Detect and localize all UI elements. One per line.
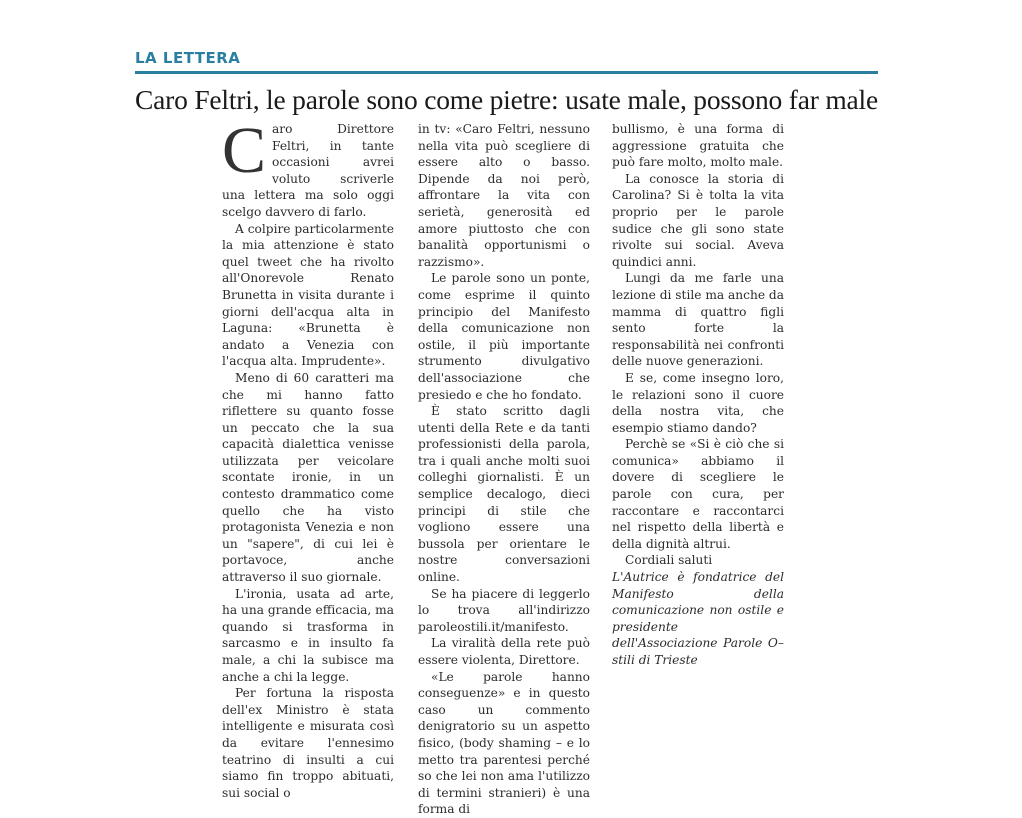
article-column-3 — [612, 121, 784, 721]
article-column-1 — [222, 114, 394, 800]
paragraph: Se ha piacere di leggerlo lo trova all'indirizzo paroleostili.it/manifesto. — [418, 586, 590, 634]
paragraph: È stato scritto dagli utenti della Rete e da tanti professionisti della parola, tra i quali anche molti suoi colleghi giornalisti. È un semplice decalogo, dieci principi di stile che vogliono essere una bussola per orientare le nostre conversazioni online. — [418, 404, 590, 585]
paragraph: L'ironia, usata ad arte, ha una grande efficacia, ma quando si trasforma in sarcasmo e in insulto fa male, a chi la subisce ma anche a chi la legge. — [222, 586, 394, 684]
paragraph: La conosce la storia di Carolina? Si è tolta la vita proprio per le parole sudice che gli sono state rivolte sui social. Aveva quindici anni. — [612, 171, 784, 269]
paragraph: «Le parole hanno conseguenze» e in questo caso un commento denigratorio su un aspetto fisico, (body shaming – e lo metto tra parentesi perché so che lei non ama l'utilizzo di termini stranieri) è una forma di — [418, 669, 590, 817]
author-note: L'Autrice è fondatrice del Manifesto della comunicazione non ostile e presidente dell'Associazione Parole O–stili di Trieste — [612, 570, 784, 667]
paragraph: Lungi da me farle una lezione di stile ma anche da mamma di quattro figli sento forte la responsabilità nei confronti delle nuove generazioni. — [612, 271, 784, 369]
paragraph: Perchè se «Si è ciò che si comunica» abbiamo il dovere di scegliere le parole con cura, per raccontare e raccontarci nel rispetto della libertà e della dignità altrui. — [612, 437, 784, 551]
section-label: LA LETTERA — [135, 49, 241, 67]
paragraph: bullismo, è una forma di aggressione gratuita che può fare molto, molto male. — [612, 122, 784, 170]
article-column-2 — [418, 121, 590, 817]
paragraph: Per fortuna la risposta dell'ex Ministro è stata intelligente e misurata così da evitare l'ennesimo teatrino di insulti a cui siamo fin troppo abituati, sui social o — [222, 686, 394, 800]
paragraph: Le parole sono un ponte, come esprime il quinto principio del Manifesto della comunicazione non ostile, il più importante strumento divulgativo dell'associazione che presiedo e che ho fondato. — [418, 271, 590, 402]
paragraph: Meno di 60 caratteri ma che mi hanno fatto riflettere su quanto fosse un peccato che la sua capacità dialettica venisse utilizzata per veicolare scontate ironie, in un contesto drammatico come quello che ha visto protagonista Venezia e non un "sapere", di cui lei è portavoce, anche attraverso il suo giornale. — [222, 370, 394, 585]
paragraph: La viralità della rete può essere violenta, Direttore. — [418, 636, 590, 667]
paragraph: in tv: «Caro Feltri, nessuno nella vita può scegliere di essere alto o basso. Dipende da noi però, affrontare la vita con serietà, generosità ed amore piuttosto che con banalità opportunismi o razzismo». — [418, 122, 590, 269]
paragraph: A colpire particolarmente la mia attenzione è stato quel tweet che ha rivolto all'Onorevole Renato Brunetta in visita durante i giorni dell'acqua alta in Laguna: «Brunetta è andato a Venezia con l'acqua alta. Imprudente». — [222, 221, 394, 369]
drop-cap: C — [222, 114, 267, 187]
sign-off: Cordiali saluti — [625, 553, 713, 568]
paragraph: Caro Direttore Feltri, in tante occasioni avrei voluto scriverle una lettera ma solo oggi scelgo davvero di farlo. — [222, 114, 394, 219]
section-divider — [135, 71, 878, 74]
paragraph: E se, come insegno loro, le relazioni sono il cuore della nostra vita, che esempio stiamo dando? — [612, 370, 784, 435]
article-headline: Caro Feltri, le parole sono come pietre: usate male, possono far male — [135, 84, 878, 115]
